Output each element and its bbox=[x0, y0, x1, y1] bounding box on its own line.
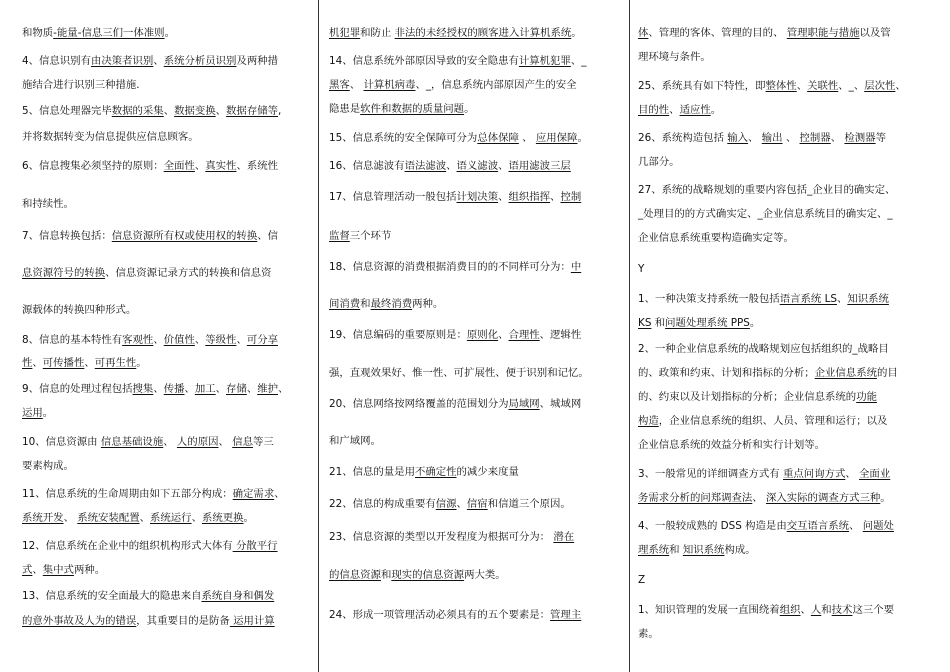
text-segment: Y bbox=[638, 263, 645, 275]
text-segment: 、 bbox=[748, 132, 762, 144]
text-segment: 和 bbox=[651, 317, 666, 329]
underlined-answer: 机犯罪 bbox=[329, 27, 361, 39]
column-divider bbox=[629, 0, 630, 672]
text-segment: 这三个要 bbox=[852, 604, 894, 616]
text-line bbox=[638, 103, 721, 117]
text-segment: 和 bbox=[821, 604, 832, 616]
text-segment: 2、一种企业信息系统的战略规划应包括组织的_战略目 bbox=[638, 343, 889, 355]
text-segment: 、 bbox=[456, 498, 467, 510]
text-segment: 。 bbox=[749, 317, 761, 329]
underlined-answer: 总体保障 bbox=[477, 132, 519, 144]
text-segment: 理环境与条件。 bbox=[638, 51, 711, 63]
underlined-answer: 组织指挥 bbox=[508, 191, 551, 203]
text-line bbox=[638, 573, 645, 587]
text-segment: 素。 bbox=[638, 628, 659, 640]
text-segment: 、 bbox=[800, 604, 811, 616]
text-segment: 和 bbox=[380, 569, 392, 581]
text-segment: 、逻辑性 bbox=[539, 329, 582, 341]
text-line bbox=[329, 608, 581, 622]
underlined-answer: 知识系统 bbox=[847, 293, 889, 305]
underlined-answer: 不确定性 bbox=[414, 466, 457, 478]
underlined-answer: 企业信息系统 bbox=[814, 367, 877, 379]
text-line bbox=[22, 54, 278, 68]
text-segment: 两种。 bbox=[73, 564, 106, 576]
underlined-answer: 系统运行 bbox=[150, 512, 192, 524]
text-line bbox=[22, 459, 74, 473]
underlined-answer: 传播 bbox=[163, 383, 185, 395]
underlined-answer: 组织 bbox=[779, 604, 801, 616]
text-segment: 和 bbox=[360, 298, 371, 310]
text-segment: 、 bbox=[153, 334, 164, 346]
text-segment: 、 bbox=[32, 564, 43, 576]
underlined-answer: 语用滤波三层 bbox=[508, 160, 571, 172]
text-segment: 17、信息管理活动一般包括 bbox=[329, 191, 457, 203]
text-segment: 构成。 bbox=[724, 544, 756, 556]
text-segment: 两大类。 bbox=[464, 569, 506, 581]
text-segment: 、 bbox=[752, 492, 766, 504]
underlined-answer: 维护 bbox=[257, 383, 278, 395]
text-line bbox=[329, 159, 571, 173]
text-line bbox=[22, 159, 278, 173]
text-line bbox=[329, 497, 571, 511]
text-line bbox=[22, 589, 274, 603]
text-segment: 施结合进行识别三种措施. bbox=[22, 79, 140, 91]
text-segment: 。 bbox=[136, 357, 147, 369]
text-segment: 7、信息转换包括： bbox=[22, 230, 112, 242]
text-segment: 要素构成。 bbox=[22, 460, 74, 472]
text-line bbox=[329, 26, 582, 40]
text-line bbox=[638, 467, 890, 481]
text-segment: 、 bbox=[349, 79, 364, 91]
text-segment: 、 bbox=[153, 383, 164, 395]
text-segment: 1、知识管理的发展一直围绕着 bbox=[638, 604, 780, 616]
text-segment: 信 bbox=[267, 230, 278, 242]
text-segment: 和物质 bbox=[22, 27, 54, 39]
text-line bbox=[22, 78, 140, 92]
text-line bbox=[638, 438, 825, 452]
text-line bbox=[329, 260, 581, 274]
underlined-answer: 知识系统 bbox=[682, 544, 725, 556]
underlined-answer: 语义滤波 bbox=[456, 160, 499, 172]
text-segment: 、 bbox=[498, 160, 509, 172]
text-segment: 强，直观效果好、惟一性、可扩展性、便于识别和记忆。 bbox=[329, 367, 589, 379]
text-segment: 、 bbox=[895, 80, 906, 92]
text-segment: 。 bbox=[243, 512, 254, 524]
text-segment: 、 bbox=[669, 104, 680, 116]
text-segment: 、 bbox=[446, 160, 457, 172]
text-segment: 的、约束以及计划指标的分析；企业信息系统的 bbox=[638, 391, 857, 403]
text-segment: 、 bbox=[550, 191, 561, 203]
text-line bbox=[329, 366, 589, 380]
text-segment: 、 bbox=[782, 132, 800, 144]
text-segment: 、 bbox=[498, 329, 509, 341]
underlined-answer: 价值性 bbox=[163, 334, 195, 346]
underlined-answer: 技术 bbox=[831, 604, 853, 616]
text-segment: 、_ bbox=[570, 55, 587, 67]
text-segment: 、 bbox=[191, 512, 202, 524]
text-segment: 、 bbox=[32, 357, 43, 369]
text-segment: 12、信息系统在企业中的组织机构形式大体有 bbox=[22, 540, 233, 552]
underlined-answer: 信息资源所有权或使用权的转换 bbox=[111, 230, 258, 242]
text-segment: 、 bbox=[84, 357, 95, 369]
text-segment: 5、信息处理器完毕 bbox=[22, 105, 112, 117]
text-segment: 几部分。 bbox=[638, 156, 680, 168]
text-line bbox=[329, 397, 581, 411]
text-line bbox=[638, 131, 886, 145]
underlined-answer: 可再生性 bbox=[94, 357, 137, 369]
underlined-answer: 原则化 bbox=[466, 329, 499, 341]
text-segment: 。 bbox=[42, 407, 54, 419]
underlined-answer: 控制 bbox=[560, 191, 582, 203]
text-line bbox=[22, 104, 281, 118]
text-line bbox=[22, 333, 278, 347]
text-segment: 、 bbox=[836, 293, 848, 305]
underlined-answer: 潜在 bbox=[553, 531, 575, 543]
text-line bbox=[22, 229, 278, 243]
underlined-answer: 数据的采集 bbox=[111, 105, 164, 117]
text-segment: 、 bbox=[215, 383, 227, 395]
text-segment: 22、信息的构成重要有 bbox=[329, 498, 436, 510]
text-line bbox=[329, 465, 519, 479]
text-line bbox=[329, 102, 474, 116]
text-segment: 、 bbox=[849, 520, 863, 532]
text-segment: 6、信息搜集必须坚持的原则： bbox=[22, 160, 164, 172]
text-segment: 企业信息系统的效益分析和实行计划等。 bbox=[638, 439, 826, 451]
text-line bbox=[638, 491, 891, 505]
underlined-answer: 系统更换 bbox=[201, 512, 244, 524]
underlined-answer: 黑客 bbox=[329, 79, 350, 91]
text-line bbox=[22, 266, 271, 280]
text-segment: 并将数据转变为信息提供应信息顾客。 bbox=[22, 131, 199, 143]
text-line bbox=[638, 155, 680, 169]
underlined-answer: 输入 bbox=[727, 132, 749, 144]
text-segment: 3、一般常见的详细调查方式有 bbox=[638, 468, 783, 480]
underlined-answer: 整体性 bbox=[765, 80, 797, 92]
underlined-answer: 系统开发 bbox=[22, 512, 64, 524]
underlined-answer: 功能 bbox=[856, 391, 877, 403]
underlined-answer: 合理性 bbox=[508, 329, 540, 341]
text-line bbox=[638, 316, 760, 330]
underlined-answer: 信息 bbox=[232, 436, 253, 448]
underlined-answer: 计算机犯罪 bbox=[518, 55, 571, 67]
underlined-answer: 可分享 bbox=[246, 334, 278, 346]
text-segment: 、 bbox=[218, 436, 233, 448]
underlined-answer: 监督 bbox=[329, 230, 350, 242]
text-segment: 的目 bbox=[876, 367, 898, 379]
text-segment: 和广域网。 bbox=[329, 435, 381, 447]
text-segment: 、 bbox=[139, 512, 150, 524]
text-segment: 、 bbox=[194, 160, 206, 172]
text-segment: 。 bbox=[164, 27, 175, 39]
text-segment: 8、信息的基本特性有 bbox=[22, 334, 123, 346]
text-line bbox=[22, 26, 175, 40]
text-line bbox=[22, 382, 288, 396]
underlined-answer: 信息基础设施 bbox=[100, 436, 164, 448]
text-line bbox=[22, 406, 53, 420]
text-line bbox=[638, 79, 906, 93]
underlined-answer: 式 bbox=[22, 564, 33, 576]
underlined-answer: 深入实际的调查方式三种 bbox=[766, 492, 881, 504]
text-line bbox=[22, 487, 285, 501]
text-segment: 、 bbox=[498, 191, 509, 203]
underlined-answer: 信源 bbox=[435, 498, 457, 510]
text-line bbox=[22, 539, 278, 553]
text-segment: 18、信息资源的消费根据消费目的的不同样可分为： bbox=[329, 261, 571, 273]
text-segment: 。 bbox=[880, 492, 891, 504]
underlined-answer: 人 bbox=[810, 604, 822, 616]
underlined-answer: 输出 bbox=[761, 132, 783, 144]
underlined-answer: 集中式 bbox=[42, 564, 74, 576]
text-segment: 23、信息资源的类型以开发程度为根据可分为： bbox=[329, 531, 554, 543]
text-segment: 10、信息资源由 bbox=[22, 436, 101, 448]
underlined-answer: 计算机病毒 bbox=[363, 79, 416, 91]
text-line bbox=[638, 603, 894, 617]
text-line bbox=[329, 328, 581, 342]
text-line bbox=[638, 543, 756, 557]
underlined-answer: 控制器 bbox=[799, 132, 831, 144]
text-segment: 源载体的转换四种形式。 bbox=[22, 304, 137, 316]
text-segment: 1、一种决策支持系统一般包括 bbox=[638, 293, 780, 305]
text-segment: 、 bbox=[845, 468, 860, 480]
text-line bbox=[329, 78, 577, 92]
text-line bbox=[329, 131, 588, 145]
text-segment: 4、信息识别有 bbox=[22, 55, 91, 67]
underlined-answer: 问题处理系统 PPS bbox=[665, 317, 750, 329]
text-segment: 。 bbox=[571, 27, 582, 39]
text-segment: 。 bbox=[710, 104, 722, 116]
text-line bbox=[22, 511, 254, 525]
underlined-answer: 管理主 bbox=[550, 609, 582, 621]
text-line bbox=[329, 530, 574, 544]
underlined-answer: 语法滤波 bbox=[404, 160, 447, 172]
text-line bbox=[329, 54, 586, 68]
underlined-answer: 管理职能与措施 bbox=[786, 27, 860, 39]
text-line bbox=[638, 26, 891, 40]
text-line bbox=[638, 627, 659, 641]
text-line bbox=[22, 614, 275, 628]
text-segment: 等三 bbox=[252, 436, 274, 448]
underlined-answer: 中 bbox=[570, 261, 582, 273]
underlined-answer: 关联性 bbox=[807, 80, 839, 92]
text-segment: 、_，信息系统内部原因产生的安全 bbox=[415, 79, 577, 91]
text-line bbox=[329, 190, 581, 204]
text-segment: 14、信息系统外部原因导致的安全隐患有 bbox=[329, 55, 519, 67]
underlined-answer: 运用计算 bbox=[229, 615, 275, 627]
text-line bbox=[329, 229, 391, 243]
underlined-answer: 非法的未经授权的顾客进入计算机系统 bbox=[394, 27, 572, 39]
text-segment: 、信息资源记录方式的转换和信息资 bbox=[105, 267, 272, 279]
text-line bbox=[22, 303, 136, 317]
underlined-answer: 客观性 bbox=[122, 334, 154, 346]
text-segment: 、 bbox=[153, 55, 164, 67]
text-segment: 、 bbox=[163, 105, 175, 117]
underlined-answer: 体 bbox=[638, 27, 649, 39]
text-segment: 、 bbox=[274, 488, 285, 500]
text-line bbox=[638, 342, 889, 356]
underlined-answer: 局域网 bbox=[508, 398, 540, 410]
text-segment: 、 bbox=[163, 436, 177, 448]
underlined-answer: 的信息资源 bbox=[329, 569, 381, 581]
column-divider bbox=[318, 0, 319, 672]
text-segment: 9、信息的处理过程包括 bbox=[22, 383, 133, 395]
text-segment: 、 bbox=[194, 334, 206, 346]
text-segment: 24、形成一项管理活动必须具有的五个要素是： bbox=[329, 609, 551, 621]
text-segment: 三个环节 bbox=[349, 230, 392, 242]
text-line bbox=[638, 390, 877, 404]
text-segment: 。 bbox=[577, 132, 588, 144]
underlined-answer: 系统自身和偶发 bbox=[201, 590, 275, 602]
underlined-answer: 目的性 bbox=[638, 104, 670, 116]
text-line bbox=[638, 292, 889, 306]
text-line bbox=[329, 568, 506, 582]
text-segment: 、 bbox=[257, 230, 268, 242]
underlined-answer: 息资源符号的转换 bbox=[22, 267, 106, 279]
underlined-answer: 由决策者识别 bbox=[90, 55, 154, 67]
text-segment: 21、信息的量是用 bbox=[329, 466, 415, 478]
underlined-answer: 间消费 bbox=[329, 298, 361, 310]
underlined-answer: 加工 bbox=[194, 383, 216, 395]
underlined-answer: 数据变换 bbox=[174, 105, 216, 117]
text-segment: 、 bbox=[63, 512, 78, 524]
text-segment: , bbox=[278, 105, 282, 117]
text-segment: 、 bbox=[278, 383, 289, 395]
text-segment: ，其重要目的是防备 bbox=[136, 615, 230, 627]
underlined-answer: 最终消费 bbox=[370, 298, 413, 310]
underlined-answer: 语言系统 LS bbox=[779, 293, 837, 305]
underlined-answer: 重点问询方式 bbox=[783, 468, 846, 480]
text-line bbox=[638, 50, 711, 64]
text-segment: 20、信息网络按网络覆盖的范围划分为 bbox=[329, 398, 509, 410]
underlined-answer: 可传播性 bbox=[42, 357, 85, 369]
text-segment: 、城域网 bbox=[539, 398, 582, 410]
underlined-answer: 全面业 bbox=[859, 468, 891, 480]
text-segment: 11、信息系统的生命周期由如下五部分构成： bbox=[22, 488, 233, 500]
underlined-answer: 分散平行 bbox=[232, 540, 278, 552]
text-line bbox=[22, 563, 105, 577]
text-segment: 以及管 bbox=[859, 27, 891, 39]
text-segment: 企业信息系统重要构造确实定等。 bbox=[638, 232, 794, 244]
text-segment: 、 bbox=[246, 383, 258, 395]
underlined-answer: 数据存储等 bbox=[226, 105, 278, 117]
text-segment: 26、系统构造包括 bbox=[638, 132, 728, 144]
text-segment: 。 bbox=[464, 103, 475, 115]
text-line bbox=[329, 434, 381, 448]
text-segment: 、 bbox=[830, 132, 845, 144]
underlined-answer: 软件和数据的质量问题 bbox=[360, 103, 465, 115]
text-segment: 16、信息滤波有 bbox=[329, 160, 405, 172]
underlined-answer: -能量-信息三们一体准则 bbox=[53, 27, 165, 39]
underlined-answer: 适应性 bbox=[679, 104, 711, 116]
underlined-answer: 现实的信息资源 bbox=[391, 569, 465, 581]
text-segment: 和持续性。 bbox=[22, 198, 74, 210]
text-segment: 、 bbox=[796, 80, 808, 92]
text-segment: 、 bbox=[215, 105, 227, 117]
text-segment: 25、系统具有如下特性，即 bbox=[638, 80, 766, 92]
text-line bbox=[329, 297, 443, 311]
underlined-answer: 人的原因 bbox=[176, 436, 219, 448]
text-segment: 13、信息系统的安全面最大的隐患来自 bbox=[22, 590, 202, 602]
underlined-answer: 信宿 bbox=[466, 498, 488, 510]
text-segment: 、 bbox=[518, 132, 536, 144]
underlined-answer: 理系统 bbox=[638, 544, 670, 556]
text-line bbox=[22, 197, 74, 211]
text-segment: 隐患是 bbox=[329, 103, 361, 115]
text-segment: 15、信息系统的安全保障可分为 bbox=[329, 132, 478, 144]
text-segment: 和防止 bbox=[360, 27, 395, 39]
text-segment: 的、政策和约束、计划和指标的分析； bbox=[638, 367, 815, 379]
text-segment: ，企业信息系统的组织、人员、管理和运行；以及 bbox=[658, 415, 888, 427]
text-line bbox=[22, 435, 274, 449]
underlined-answer: 系统分析员识别 bbox=[163, 55, 237, 67]
text-line bbox=[638, 183, 895, 197]
underlined-answer: KS bbox=[638, 317, 652, 329]
text-line bbox=[22, 130, 199, 144]
underlined-answer: 层次性 bbox=[864, 80, 896, 92]
text-segment: 及两种措 bbox=[236, 55, 278, 67]
underlined-answer: 系统安装配置 bbox=[77, 512, 140, 524]
underlined-answer: 交互语言系统 bbox=[786, 520, 850, 532]
underlined-answer: 计划决策 bbox=[456, 191, 499, 203]
underlined-answer: 构造 bbox=[638, 415, 659, 427]
text-segment: 和信道三个原因。 bbox=[487, 498, 571, 510]
underlined-answer: 确定需求 bbox=[232, 488, 275, 500]
underlined-answer: 搜集 bbox=[132, 383, 154, 395]
text-segment: Z bbox=[638, 574, 646, 586]
text-line bbox=[22, 356, 147, 370]
underlined-answer: 务需求分析的问郑调查法 bbox=[638, 492, 753, 504]
underlined-answer: 存储 bbox=[226, 383, 247, 395]
text-segment: _处理目的的方式确实定、_企业信息系统目的确实定、_ bbox=[638, 208, 893, 220]
underlined-answer: 的意外事故及人为的错误 bbox=[22, 615, 137, 627]
underlined-answer: 运用 bbox=[22, 407, 43, 419]
text-segment: 19、信息编码的重要原则是： bbox=[329, 329, 467, 341]
text-segment: 27、系统的战略规划的重要内容包括_企业目的确实定、 bbox=[638, 184, 896, 196]
text-segment: 、管理的客体、管理的目的、 bbox=[648, 27, 787, 39]
text-segment: 等 bbox=[875, 132, 886, 144]
text-segment: 、系统性 bbox=[236, 160, 278, 172]
underlined-answer: 等级性 bbox=[205, 334, 237, 346]
text-segment: 、 bbox=[184, 383, 195, 395]
underlined-answer: 全面性 bbox=[163, 160, 195, 172]
underlined-answer: 应用保障 bbox=[535, 132, 578, 144]
text-segment: 、 bbox=[236, 334, 247, 346]
text-line bbox=[638, 519, 894, 533]
underlined-answer: 问题处 bbox=[862, 520, 894, 532]
text-line bbox=[638, 414, 887, 428]
underlined-answer: 性 bbox=[22, 357, 33, 369]
text-segment: 的减少来度量 bbox=[456, 466, 519, 478]
text-segment: 、_、 bbox=[838, 80, 865, 92]
text-segment: 4、一般较成熟的 DSS 构造是由 bbox=[638, 520, 787, 532]
text-line bbox=[638, 231, 794, 245]
text-segment: 和 bbox=[669, 544, 683, 556]
text-line bbox=[638, 207, 893, 221]
underlined-answer: 检测器 bbox=[844, 132, 876, 144]
underlined-answer: 真实性 bbox=[205, 160, 237, 172]
text-line bbox=[638, 366, 898, 380]
text-segment: 两种。 bbox=[412, 298, 444, 310]
text-line bbox=[638, 262, 644, 276]
